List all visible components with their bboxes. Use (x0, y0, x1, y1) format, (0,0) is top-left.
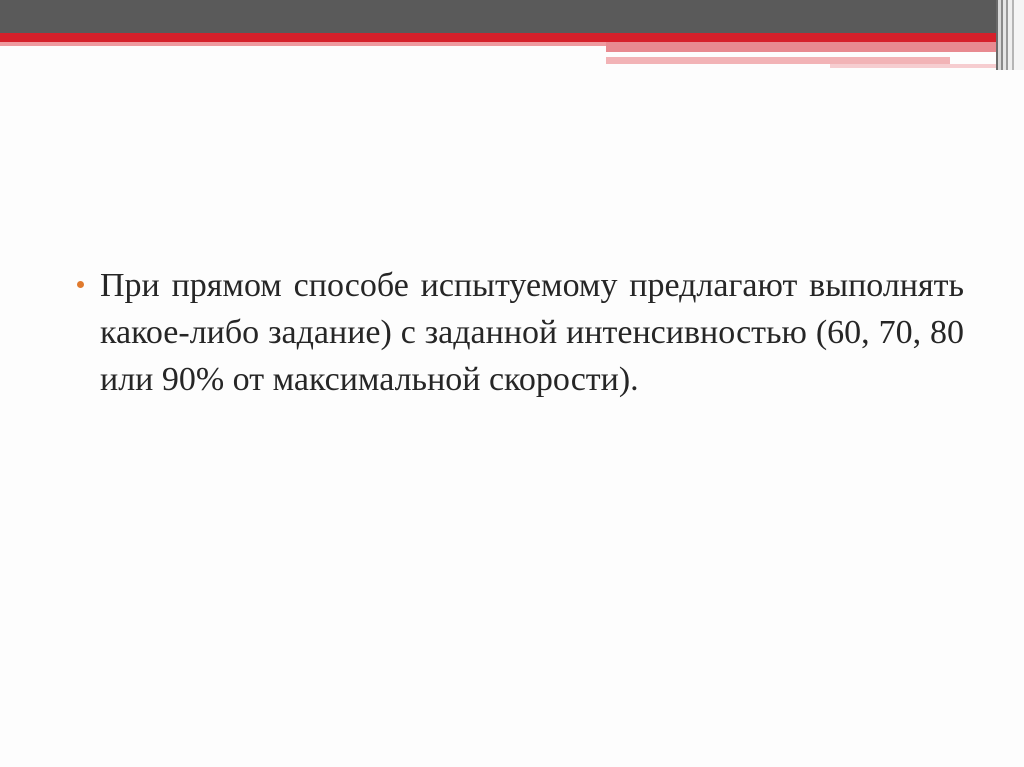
bullet-dot-icon (77, 281, 84, 288)
header-edge-stripes (996, 0, 1024, 70)
slide-body (100, 262, 964, 403)
header-faint-pink-stripe (830, 64, 1000, 68)
bullet-item (100, 262, 964, 403)
header-light-pink-stripe (606, 57, 950, 64)
header-pink-stripe (0, 42, 606, 46)
bullet-text: При прямом способе испытуемому предлагают выполнять какое-либо задание) с заданной интенсивностью (60, 70, 80 или 90% от максимальной скорости). (100, 267, 964, 398)
header-dark-band (0, 0, 1024, 33)
header-red-band (0, 33, 1024, 42)
header-pink-block (606, 42, 1000, 52)
